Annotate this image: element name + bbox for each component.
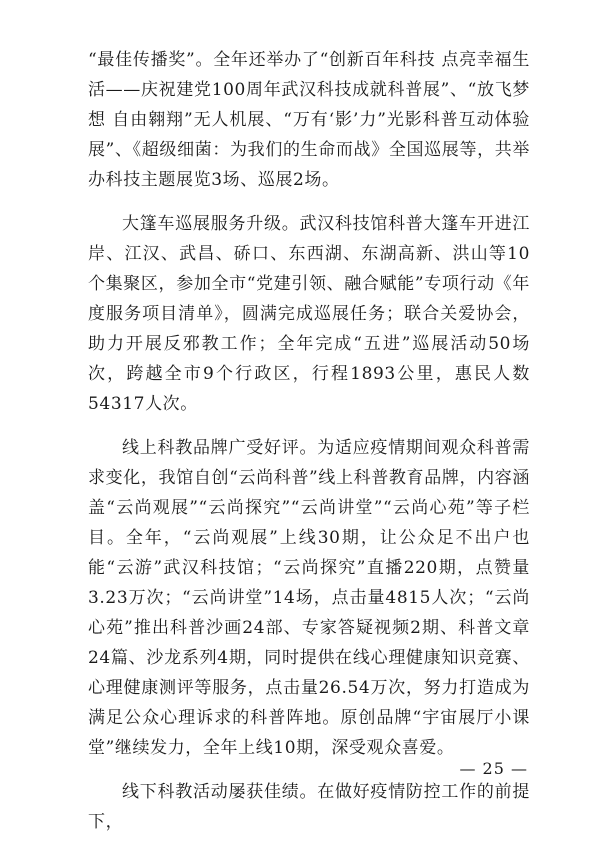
paragraph-exhibitions: “最佳传播奖”。全年还举办了“创新百年科技 点亮幸福生活——庆祝建党100周年武汉科技成就科普展”、“放飞梦想 自由翱翔”无人机展、“万有‘影’力”光影科普互动体验展”、《超级细菌：为我们的生命而战》全国巡展等，共举办科技主题展览3场、巡展2场。 <box>88 50 530 190</box>
paragraph-online-brand: 线上科教品牌广受好评。为适应疫情期间观众科普需求变化，我馆自创“云尚科普”线上科普教育品牌，内容涵盖“云尚观展”“云尚探究”“云尚讲堂”“云尚心苑”等子栏目。全年，“云尚观展”上线30期，让公众足不出户也能“云游”武汉科技馆；“云尚探究”直播220期，点赞量3.23万次；“云尚讲堂”14场，点击量4815人次；“云尚心苑”推出科普沙画24部、专家答疑视频2期、科普文章24篇、沙龙系列4期，同时提供在线心理健康知识竞赛、心理健康测评等服务，点击量26.54万次，努力打造成为满足公众心理诉求的科普阵地。原创品牌“宇宙展厅小课堂”继续发力，全年上线10期，深受观众喜爱。 <box>88 438 530 758</box>
body-text <box>88 45 530 837</box>
page-number: — 25 — <box>459 759 528 778</box>
paragraph-offline-activities: 线下科教活动屡获佳绩。在做好疫情防控工作的前提下， <box>88 782 530 832</box>
paragraph-caravan-tour: 大篷车巡展服务升级。武汉科技馆科普大篷车开进江岸、江汉、武昌、硚口、东西湖、东湖高新、洪山等10个集聚区，参加全市“党建引领、融合赋能”专项行动《年度服务项目清单》，圆满完成巡展任务；联合关爱协会，助力开展反邪教工作；全年完成“五进”巡展活动50场次，跨越全市9个行政区，行程1893公里，惠民人数54317人次。 <box>88 214 530 414</box>
